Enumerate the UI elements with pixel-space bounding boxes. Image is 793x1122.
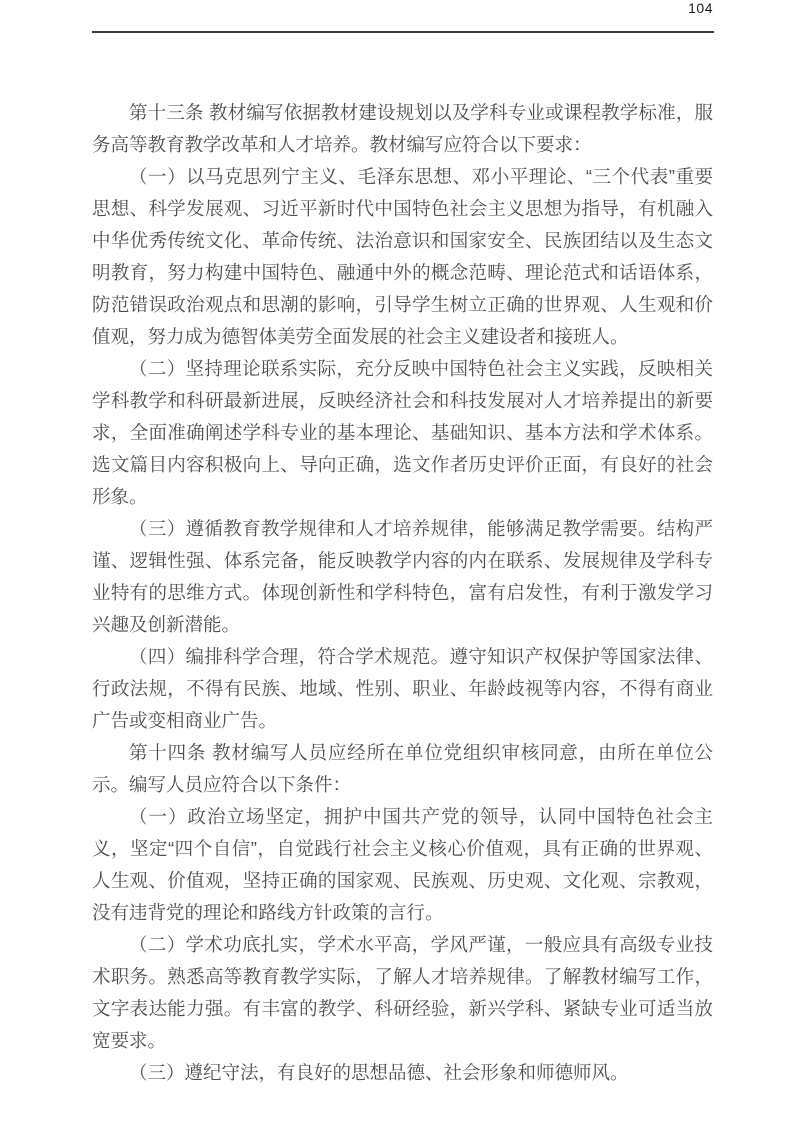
paragraph-article-13-item-4: （四）编排科学合理，符合学术规范。遵守知识产权保护等国家法律、行政法规，不得有民族、地域、性别、职业、年龄歧视等内容，不得有商业广告或变相商业广告。 [92, 646, 713, 731]
document-body [92, 97, 713, 1089]
page-number: 104 [688, 0, 713, 16]
paragraph-article-13-item-2: （二）坚持理论联系实际，充分反映中国特色社会主义实践，反映相关学科教学和科研最新进展，反映经济社会和科技发展对人才培养提出的新要求，全面准确阐述学科专业的基本理论、基础知识、基本方法和学术体系。选文篇目内容积极向上、导向正确，选文作者历史评价正面，有良好的社会形象。 [92, 358, 713, 507]
paragraph-article-13-item-3: （三）遵循教育教学规律和人才培养规律，能够满足教学需要。结构严谨、逻辑性强、体系完备，能反映教学内容的内在联系、发展规律及学科专业特有的思维方式。体现创新性和学科特色，富有启发性，有利于激发学习兴趣及创新潜能。 [92, 518, 713, 635]
paragraph-article-13: 第十三条 教材编写依据教材建设规划以及学科专业或课程教学标准，服务高等教育教学改革和人才培养。教材编写应符合以下要求： [92, 102, 713, 155]
paragraph-article-14-item-1: （一）政治立场坚定，拥护中国共产党的领导，认同中国特色社会主义，坚定“四个自信”，自觉践行社会主义核心价值观，具有正确的世界观、人生观、价值观，坚持正确的国家观、民族观、历史观、文化观、宗教观，没有违背党的理论和路线方针政策的言行。 [92, 806, 713, 923]
header-rule [92, 31, 714, 33]
paragraph-article-13-item-1: （一）以马克思列宁主义、毛泽东思想、邓小平理论、“三个代表”重要思想、科学发展观、习近平新时代中国特色社会主义思想为指导，有机融入中华优秀传统文化、革命传统、法治意识和国家安全、民族团结以及生态文明教育，努力构建中国特色、融通中外的概念范畴、理论范式和话语体系，防范错误政治观点和思潮的影响，引导学生树立正确的世界观、人生观和价值观，努力成为德智体美劳全面发展的社会主义建设者和接班人。 [92, 166, 713, 347]
paragraph-article-14-item-3: （三）遵纪守法，有良好的思想品德、社会形象和师德师风。 [129, 1062, 629, 1083]
paragraph-article-14-item-2: （二）学术功底扎实，学术水平高，学风严谨，一般应具有高级专业技术职务。熟悉高等教育教学实际，了解人才培养规律。了解教材编写工作，文字表达能力强。有丰富的教学、科研经验，新兴学科、紧缺专业可适当放宽要求。 [92, 934, 713, 1051]
paragraph-article-14: 第十四条 教材编写人员应经所在单位党组织审核同意，由所在单位公示。编写人员应符合以下条件： [92, 742, 713, 795]
